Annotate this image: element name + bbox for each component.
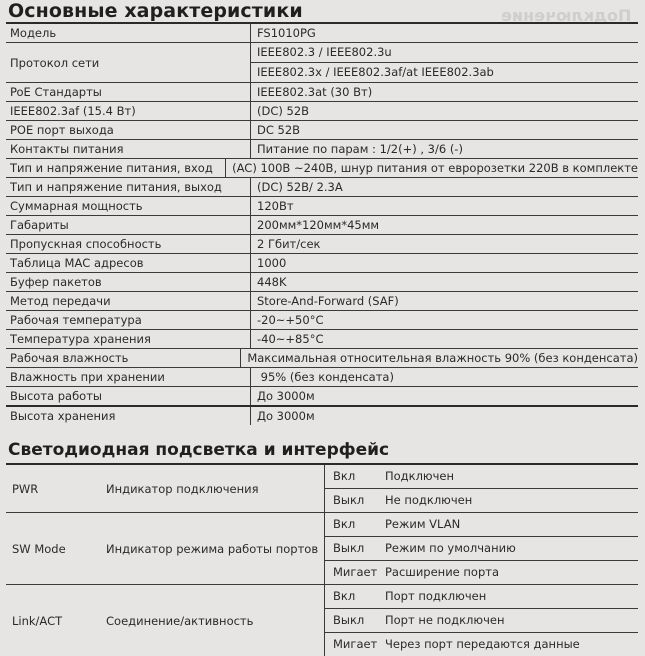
spec-value: 120Вт — [250, 197, 638, 215]
spec-row — [6, 330, 638, 349]
led-meaning: Режим VLAN — [385, 517, 461, 531]
spec-label: Тип и напряжение питания, выход — [10, 180, 222, 194]
spec-row — [6, 368, 638, 387]
led-state: Вкл — [333, 589, 356, 603]
led-state: Выкл — [333, 541, 365, 555]
spec-value: 2 Гбит/сек — [250, 235, 638, 253]
spec-value: (DC) 52В/ 2.3А — [250, 178, 638, 196]
spec-label: Габариты — [10, 218, 69, 232]
led-meaning: Порт не подключен — [385, 613, 505, 627]
led-meaning: Не подключен — [385, 493, 473, 507]
spec-value: 448K — [250, 273, 638, 291]
spec-label: IEEE802.3af (15.4 Вт) — [10, 104, 136, 118]
spec-row — [6, 407, 638, 425]
led-description: Соединение/активность — [106, 613, 254, 628]
spec-table — [6, 22, 638, 425]
led-state: Мигает — [333, 637, 378, 651]
spec-row — [6, 178, 638, 197]
led-states — [324, 513, 638, 584]
led-state: Выкл — [333, 613, 365, 627]
led-state: Вкл — [333, 517, 356, 531]
led-state: Мигает — [333, 565, 378, 579]
led-description: Индикатор подключения — [106, 481, 259, 496]
spec-label: Температура хранения — [10, 332, 151, 346]
spec-label: Высота работы — [10, 389, 102, 403]
spec-label: Тип и напряжение питания, вход — [10, 161, 213, 175]
led-state-row — [325, 488, 638, 512]
spec-row — [6, 43, 638, 83]
spec-value: Store-And-Forward (SAF) — [250, 292, 638, 310]
spec-value: Максимальная относительная влажность 90% (без конденсата) — [240, 349, 638, 367]
led-description: Индикатор режима работы портов — [106, 541, 319, 556]
spec-row — [6, 24, 638, 43]
spec-label: Пропускная способность — [10, 237, 162, 251]
spec-label: Протокол сети — [10, 55, 100, 70]
led-state-row — [325, 513, 638, 536]
led-meaning: Подключен — [385, 469, 454, 483]
spec-value: DC 52В — [250, 121, 638, 139]
spec-value: 95% (без конденсата) — [250, 368, 638, 386]
spec-row — [6, 311, 638, 330]
spec-value: IEEE802.3x / IEEE802.3af/at IEEE802.3ab — [251, 62, 638, 82]
spec-row — [6, 121, 638, 140]
spec-label: PoE Стандарты — [10, 85, 102, 99]
spec-row — [6, 197, 638, 216]
spec-row — [6, 235, 638, 254]
led-state-row — [325, 536, 638, 560]
led-group-pwr — [6, 465, 638, 513]
led-meaning: Через порт передаются данные — [385, 637, 580, 651]
spec-label: Буфер пакетов — [10, 275, 102, 289]
spec-value: 200мм*120мм*45мм — [250, 216, 638, 234]
spec-label: Метод передачи — [10, 294, 111, 308]
spec-value: FS1010PG — [250, 24, 638, 42]
led-name: PWR — [12, 481, 39, 496]
led-state-row — [325, 585, 638, 608]
led-states — [324, 465, 638, 512]
spec-row — [6, 292, 638, 311]
spec-value: Питание по парам : 1/2(+) , 3/6 (-) — [250, 140, 638, 158]
spec-value-group — [250, 43, 638, 82]
led-state: Вкл — [333, 469, 356, 483]
spec-row — [6, 140, 638, 159]
led-section-title: Светодиодная подсветка и интерфейс — [8, 440, 390, 460]
spec-label: Суммарная мощность — [10, 199, 143, 213]
led-state-row — [325, 465, 638, 488]
spec-row — [6, 102, 638, 121]
led-states — [324, 585, 638, 656]
mirrored-background-heading: Подключение — [500, 6, 631, 25]
led-group-sw-mode — [6, 513, 638, 585]
spec-value: -20~+50°C — [250, 311, 638, 329]
spec-value: IEEE802.3at (30 Вт) — [250, 83, 638, 101]
spec-row — [6, 273, 638, 292]
led-meaning: Режим по умолчанию — [385, 541, 516, 555]
spec-label: Влажность при хранении — [10, 370, 165, 384]
led-meaning: Расширение порта — [385, 565, 500, 579]
led-state: Выкл — [333, 493, 365, 507]
spec-label: Контакты питания — [10, 142, 124, 156]
led-name: SW Mode — [12, 541, 66, 556]
spec-label: Модель — [10, 26, 57, 40]
spec-value: До 3000м — [250, 387, 638, 405]
spec-row — [6, 254, 638, 273]
led-name: Link/ACT — [12, 613, 63, 628]
spec-value: IEEE802.3 / IEEE802.3u — [257, 45, 392, 59]
led-meaning: Порт подключен — [385, 589, 487, 603]
spec-row — [6, 83, 638, 102]
spec-value: 1000 — [250, 254, 638, 272]
spec-row — [6, 216, 638, 235]
spec-label: Таблица МАС адресов — [10, 256, 144, 270]
spec-row — [6, 387, 638, 407]
spec-row — [6, 159, 638, 178]
spec-title: Основные характеристики — [8, 0, 303, 22]
spec-label: Высота хранения — [10, 409, 116, 423]
spec-label: POE порт выхода — [10, 123, 114, 137]
spec-label: Рабочая влажность — [10, 351, 129, 365]
spec-value: (AC) 100В ~240В, шнур питания от евророзетки 220В в комплекте — [225, 159, 638, 177]
spec-label: Рабочая температура — [10, 313, 142, 327]
led-group-link-act — [6, 585, 638, 656]
led-state-row — [325, 632, 638, 656]
spec-value: (DC) 52В — [250, 102, 638, 120]
led-state-row — [325, 560, 638, 584]
led-state-row — [325, 608, 638, 632]
spec-row — [6, 349, 638, 368]
spec-value: -40~+85°C — [250, 330, 638, 348]
led-table — [6, 463, 638, 656]
spec-value: До 3000м — [250, 407, 638, 425]
